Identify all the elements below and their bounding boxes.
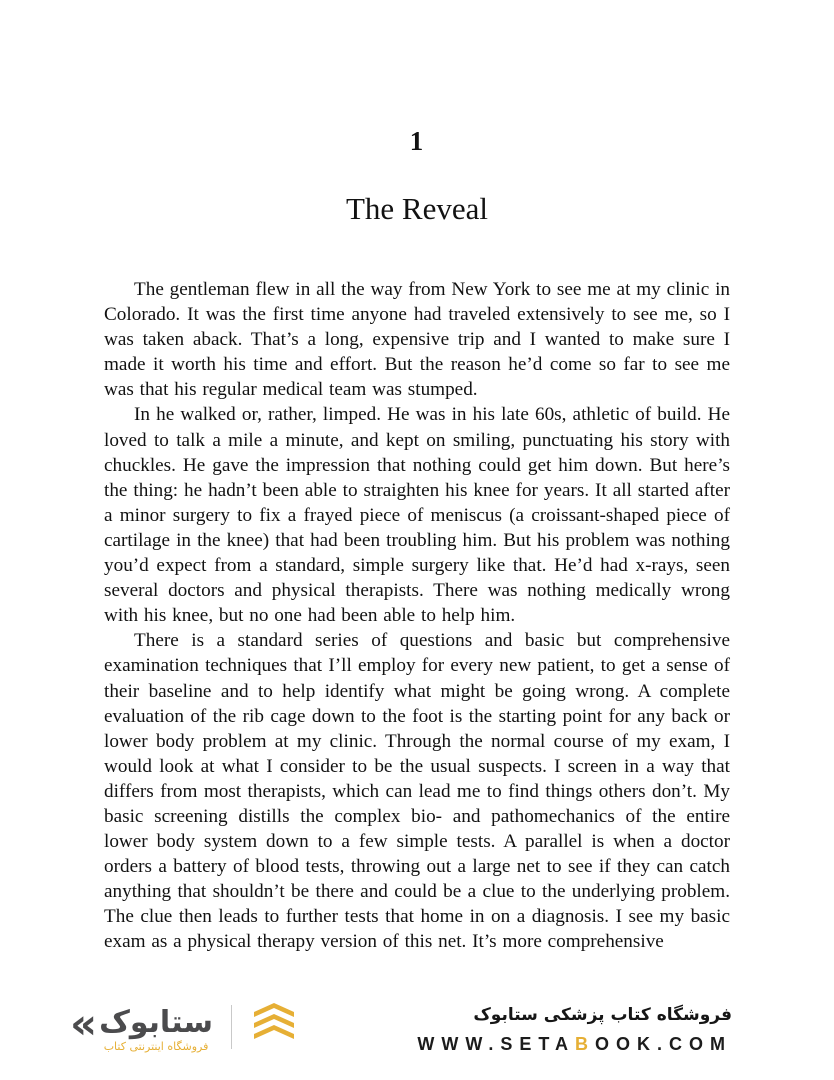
store-name: فروشگاه کتاب پزشکی ستابوک — [473, 1005, 732, 1025]
website-suffix: OOK.COM — [595, 1034, 732, 1054]
logo-divider — [231, 1005, 232, 1049]
logo-subtitle: فروشگاه اینترنتی کتاب — [103, 1040, 209, 1054]
footer-store-info — [417, 1005, 732, 1055]
paragraph: In he walked or, rather, limped. He was in his late 60s, athletic of build. He loved to talk a mile a minute, and kept on smiling, punctuating his story with chuckles. He gave the impression that nothing could get him down. But here’s the thing: he hadn’t been able to straighten his knee for years. It all started after a minor surgery to fix a frayed piece of meniscus (a croissant-shaped piece of cartilage in the knee) that had been troubling him. But his problem was nothing you’d expect from a standard, simple surgery like that. He’d had x-rays, seen several doctors and physical therapists. There was nothing medically wrong with his knee, but no one had been able to help him. — [104, 404, 730, 627]
website-accent: B — [575, 1034, 595, 1054]
chapter-number: 1 — [409, 126, 425, 156]
paragraph: The gentleman flew in all the way from New York to see me at my clinic in Colorado. It was the first time anyone had traveled extensively to see me, so I was taken aback. That’s a long, expensive trip and I wanted to make sure I made it worth his time and effort. But the reason he’d come so far to see me was that his regular medical team was stumped. — [104, 279, 730, 401]
chapter-title: The Reveal — [345, 191, 488, 226]
paragraph: There is a standard series of questions and basic but comprehensive examination techniques that I’ll employ for every new patient, to get a sense of their baseline and to help identify what might be going wrong. A complete evaluation of the rib cage down to the foot is the starting point for any back or lower body problem at my clinic. Through the normal course of my exam, I would look at what I consider to be the usual suspects. I screen in a way that differs from most therapists, which can lead me to find things others don’t. My basic screening distills the complex bio- and pathomechanics of the entire lower body system down to a few simple tests. A parallel is when a doctor orders a battery of blood tests, throwing out a large net to see if they can catch anything that shouldn’t be there and could be a clue to the underlying problem. The clue then leads to further tests that home in on a diagnosis. I see my basic exam as a physical therapy version of this net. It’s more comprehensive — [104, 630, 730, 953]
website-url — [417, 1034, 732, 1055]
logo-wordmark-block — [99, 1004, 213, 1054]
website-prefix: WWW.SETA — [417, 1034, 575, 1054]
body-text — [104, 277, 730, 955]
publisher-logo — [70, 999, 300, 1056]
logo-wordmark: ستابوک — [99, 1004, 213, 1040]
stacked-chevrons-icon — [248, 1000, 300, 1052]
footer — [0, 996, 834, 1080]
logo-chevrons-icon: « — [70, 999, 98, 1048]
